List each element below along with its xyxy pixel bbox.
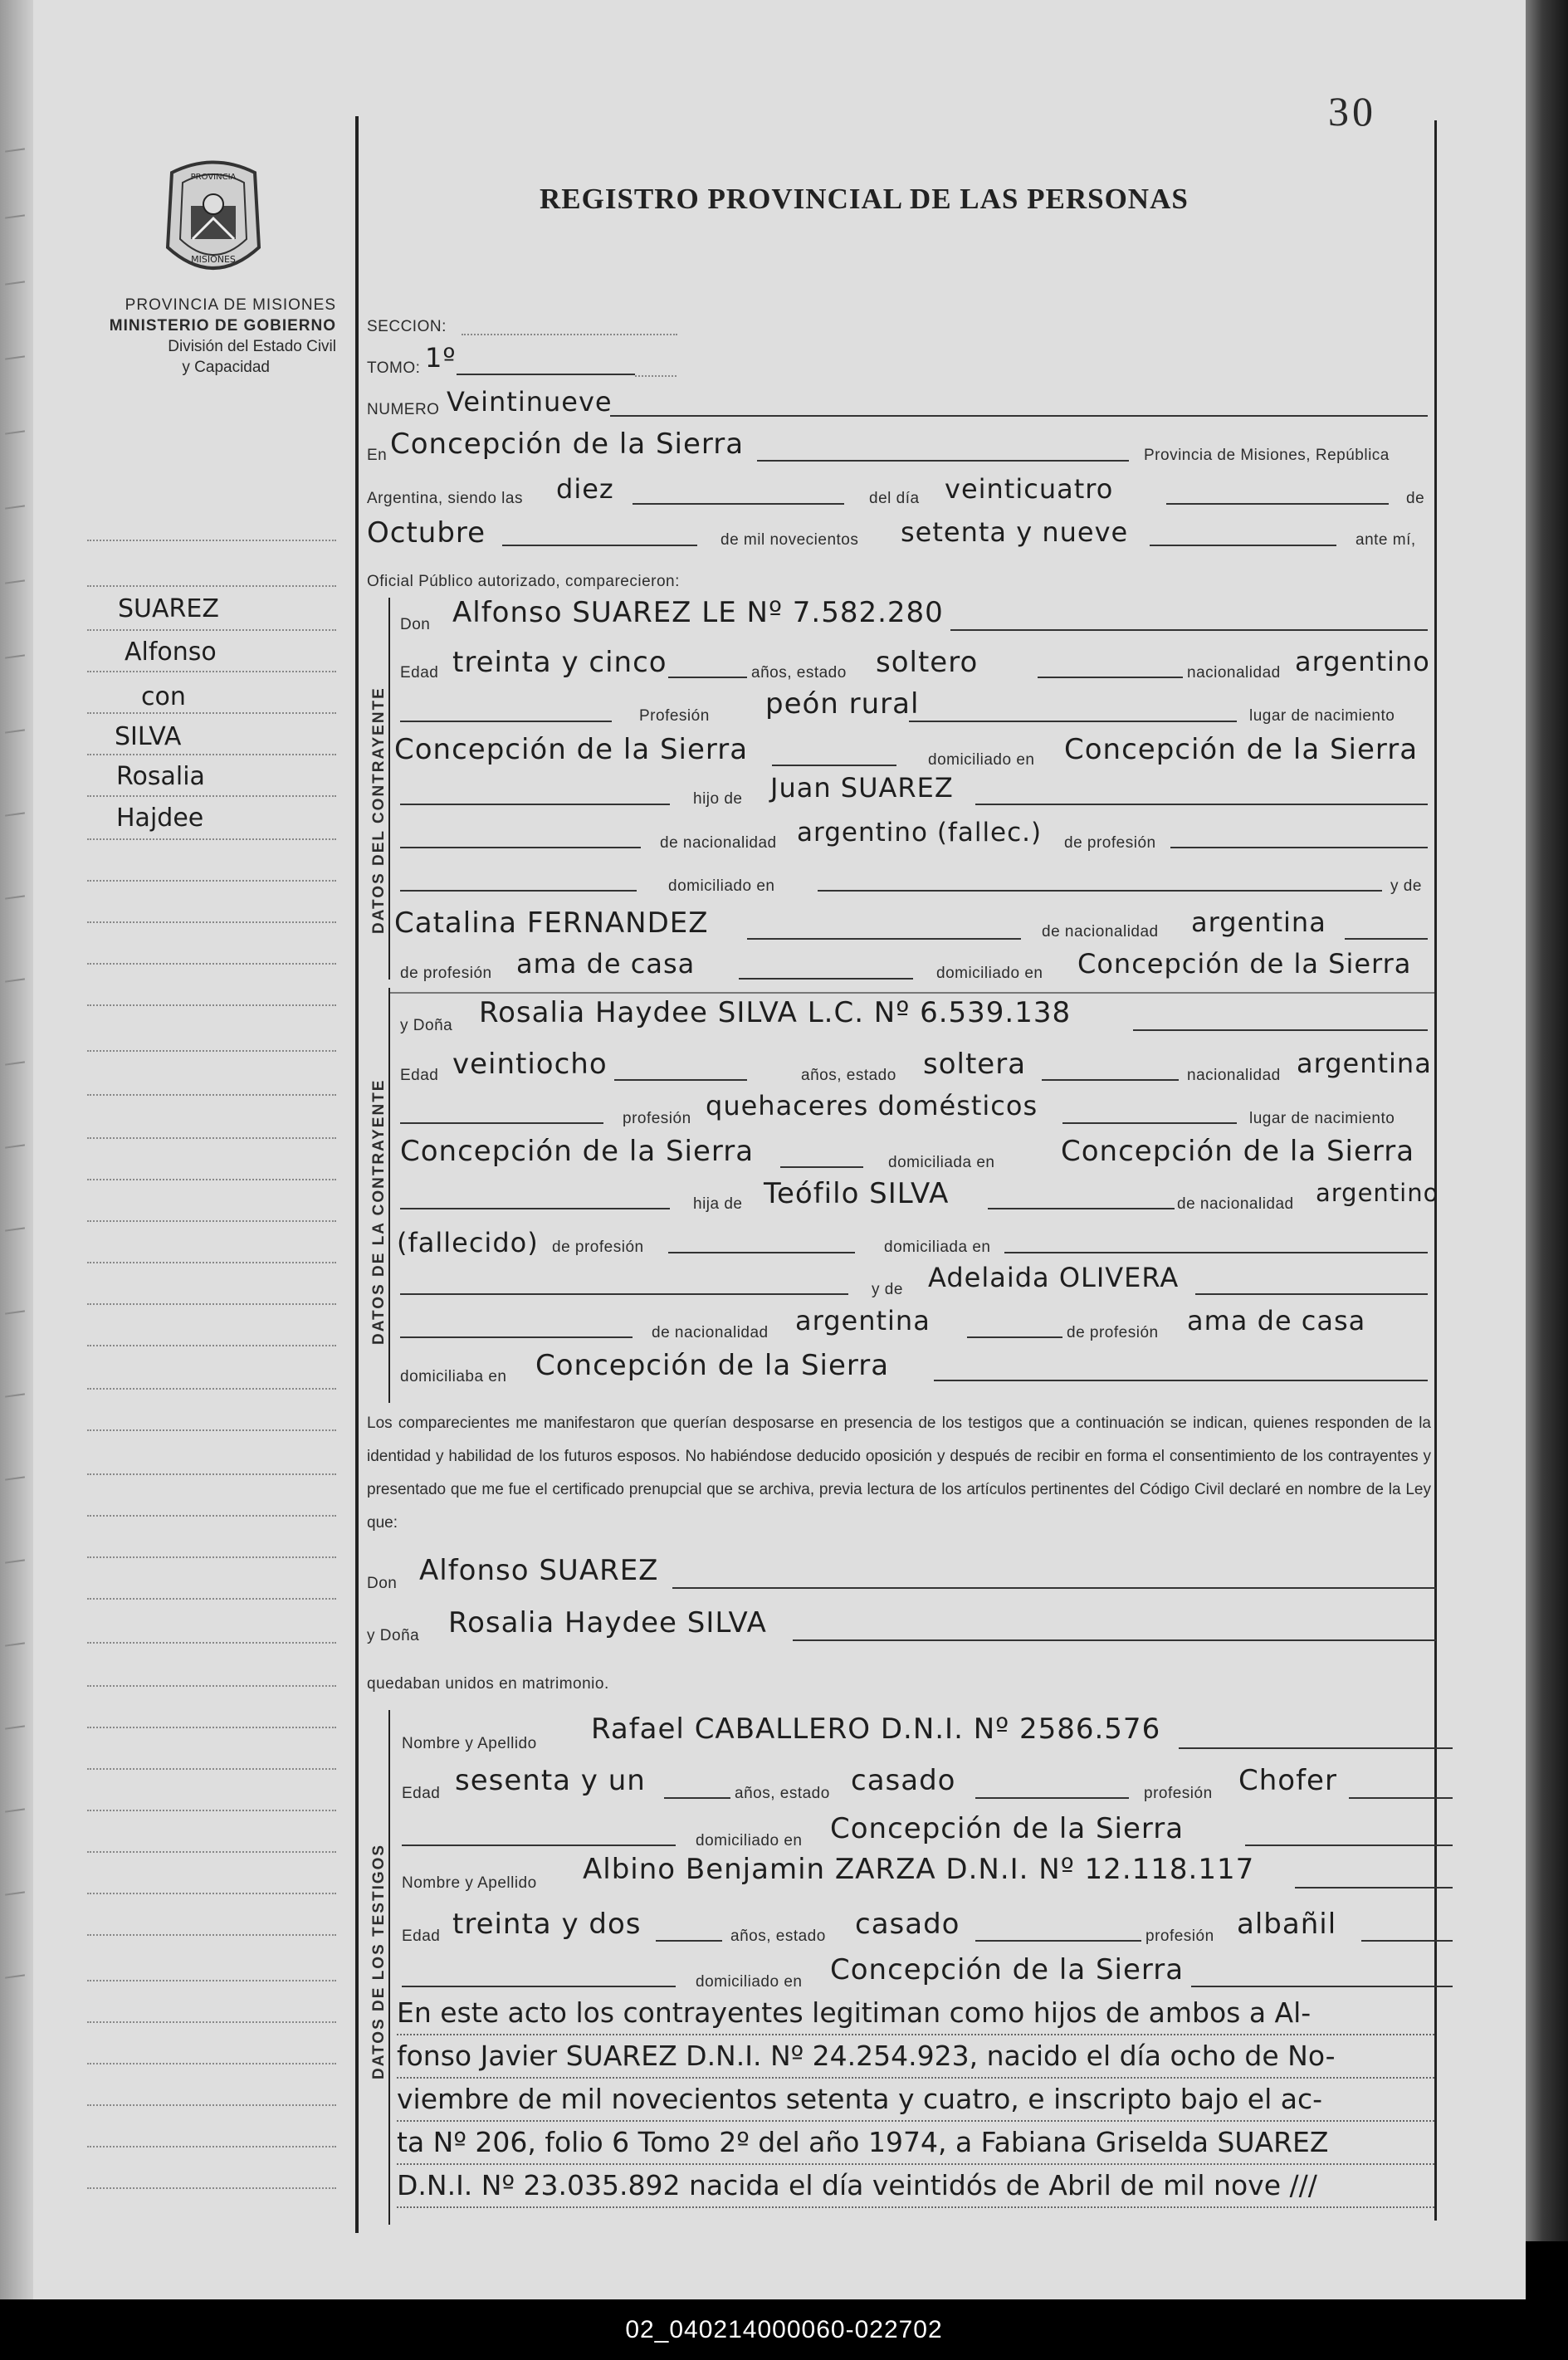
- note-line: viembre de mil novecientos setenta y cuatro, e inscripto bajo el ac-: [397, 2079, 1434, 2122]
- anios-estado-label: años, estado: [751, 664, 847, 682]
- domiciliada-label: domiciliada en: [888, 1154, 995, 1171]
- testigo-2-edad: treinta y dos: [452, 1908, 642, 1941]
- contrayente-madre-dom: Concepción de la Sierra: [1077, 948, 1412, 980]
- contrayenta-madre-dom: Concepción de la Sierra: [535, 1349, 890, 1382]
- contrayente-edad: treinta y cinco: [452, 646, 667, 679]
- page-number: 30: [1328, 88, 1376, 134]
- testigo-1-estado: casado: [851, 1764, 956, 1797]
- provincial-seal-icon: [159, 156, 267, 281]
- issuer-capacity: y Capacidad: [182, 359, 270, 376]
- note-line: D.N.I. Nº 23.035.892 nacida el día veintidós de Abril de mil nove ///: [397, 2165, 1434, 2208]
- contrayente-madre: Catalina FERNANDEZ: [394, 906, 709, 940]
- del-dia-label: del día: [869, 490, 920, 507]
- contrayente-madre-nac: argentina: [1191, 906, 1326, 938]
- madre-profesion-label-2: de profesión: [1067, 1324, 1159, 1341]
- section-label-testigos: DATOS DE LOS TESTIGOS: [370, 1843, 388, 2079]
- margin-note-line: SILVA: [115, 722, 182, 751]
- contrayenta-padre-nac: argentino: [1316, 1179, 1439, 1207]
- declaration-text: Los comparecientes me manifestaron que querían desposarse en presencia de los testigos que a continuación se indican, quienes responden de la identidad y habilidad de los futuros esposos. No habiéndose deducido oposición y después de recibir en forma el consentimiento de los contrayentes y presentado que me fue el certificado prenupcial que se archiva, previa lectura de los artículos pertinentes del Código Civil declaré en nombre de la Ley que:: [367, 1415, 1431, 1532]
- issuer-ministry: MINISTERIO DE GOBIERNO: [109, 317, 336, 335]
- union-dona-label: y Doña: [367, 1627, 420, 1644]
- de-profesion-label: de profesión: [1064, 834, 1156, 852]
- testigo-1-nombre: Rafael CABALLERO D.N.I. Nº 2586.576: [591, 1713, 1161, 1746]
- dona-label: y Doña: [400, 1017, 453, 1034]
- note-line: En este acto los contrayentes legitiman como hijos de ambos a Al-: [397, 1992, 1434, 2035]
- union-don-label: Don: [367, 1575, 398, 1592]
- testigo-1-domiciliado-label: domiciliado en: [696, 1832, 803, 1849]
- issuer-block: [83, 295, 336, 378]
- edad-label: Edad: [400, 664, 439, 682]
- margin-note-line: SUAREZ: [118, 594, 219, 623]
- contrayenta-domicilio: Concepción de la Sierra: [1061, 1135, 1415, 1168]
- margin-note-line: Alfonso: [125, 638, 217, 667]
- madre-nacionalidad-label: de nacionalidad: [1042, 923, 1159, 941]
- note-line: fonso Javier SUAREZ D.N.I. Nº 24.254.923, nacido el día ocho de No-: [397, 2035, 1434, 2079]
- madre-domiciliado-label: domiciliado en: [936, 965, 1043, 982]
- tomo-value: 1º: [425, 342, 457, 374]
- testigo-1-profesion: Chofer: [1238, 1764, 1337, 1797]
- testigo-1-anios-estado: años, estado: [735, 1785, 830, 1802]
- contrayenta-lugar: Concepción de la Sierra: [400, 1135, 755, 1168]
- lugar-label: lugar de nacimiento: [1249, 707, 1395, 725]
- contrayenta-madre-nac: argentina: [795, 1305, 931, 1336]
- testigo-2-domiciliado-label: domiciliado en: [696, 1973, 803, 1991]
- section-label-contrayente: DATOS DEL CONTRAYENTE: [370, 687, 388, 934]
- note-line: ta Nº 206, folio 6 Tomo 2º del año 1974, a Fabiana Griselda SUAREZ: [397, 2122, 1434, 2165]
- testigo-2-anios-estado: años, estado: [730, 1928, 826, 1945]
- madre-nacionalidad-label-2: de nacionalidad: [652, 1324, 769, 1341]
- issuer-province: PROVINCIA DE MISIONES: [125, 296, 336, 314]
- en-value: Concepción de la Sierra: [390, 428, 745, 461]
- lugar-label-2: lugar de nacimiento: [1249, 1110, 1395, 1127]
- don-label: Don: [400, 616, 431, 633]
- testigo-2-profesion-label: profesión: [1145, 1928, 1214, 1945]
- hora-value: diez: [556, 473, 614, 505]
- profesion-label-2: profesión: [623, 1110, 691, 1127]
- y-de-label-2: y de: [872, 1281, 903, 1298]
- contrayenta-madre: Adelaida OLIVERA: [928, 1262, 1180, 1293]
- padre-domiciliado-label: domiciliado en: [668, 877, 775, 895]
- margin-note-line: con: [141, 682, 186, 711]
- contrayenta-edad: veintiocho: [452, 1048, 608, 1081]
- argentina-text: Argentina, siendo las: [367, 490, 523, 507]
- testigo-2-nombre-label: Nombre y Apellido: [402, 1874, 537, 1892]
- testigo-1-profesion-label: profesión: [1144, 1785, 1213, 1802]
- contrayenta-nacionalidad: argentina: [1297, 1048, 1432, 1079]
- margin-note-line: Hajdee: [116, 804, 204, 833]
- contrayente-nombre: Alfonso SUAREZ LE Nº 7.582.280: [452, 596, 944, 629]
- testigo-2-profesion: albañil: [1237, 1908, 1337, 1941]
- book-edge: [1526, 0, 1568, 2241]
- contrayente-estado: soltero: [876, 646, 979, 679]
- binding-gutter: [0, 0, 33, 2299]
- hijo-label: hijo de: [693, 790, 743, 808]
- page-title: REGISTRO PROVINCIAL DE LAS PERSONAS: [540, 183, 1189, 215]
- seal-bottom-text: MISIONES: [191, 254, 236, 265]
- profesion-label: Profesión: [639, 707, 710, 725]
- contrayente-padre: Juan SUAREZ: [770, 772, 954, 804]
- contrayente-lugar: Concepción de la Sierra: [394, 733, 749, 766]
- nacionalidad-label: nacionalidad: [1187, 664, 1281, 682]
- section-label-contrayente-2: DATOS DE LA CONTRAYENTE: [370, 1078, 388, 1345]
- testigo-1-nombre-label: Nombre y Apellido: [402, 1735, 537, 1752]
- testigo-1-edad: sesenta y un: [455, 1764, 646, 1797]
- madre-profesion-label: de profesión: [400, 965, 492, 982]
- margin-note-line: Rosalia: [116, 762, 205, 791]
- mes-value: Octubre: [367, 516, 486, 550]
- seccion-label: SECCION:: [367, 318, 447, 335]
- tomo-label: TOMO:: [367, 359, 421, 377]
- quedaban-text: quedaban unidos en matrimonio.: [367, 1675, 609, 1693]
- de-profesion-label-2: de profesión: [552, 1239, 644, 1256]
- testigo-2-estado: casado: [855, 1908, 960, 1941]
- madre-domiciliaba-label: domiciliaba en: [400, 1368, 507, 1385]
- seal-top-text: PROVINCIA: [190, 173, 237, 182]
- testigo-2-domicilio: Concepción de la Sierra: [830, 1953, 1185, 1986]
- mil-label: de mil novecientos: [720, 531, 859, 549]
- contrayenta-madre-prof: ama de casa: [1187, 1305, 1366, 1336]
- legitimation-note: [397, 1992, 1434, 2208]
- padre-domiciliada-label: domiciliada en: [884, 1239, 991, 1256]
- de-nacionalidad-label: de nacionalidad: [660, 834, 777, 852]
- en-label: En: [367, 447, 388, 464]
- ante-mi: ante mí,: [1356, 531, 1416, 549]
- issuer-division: División del Estado Civil: [168, 338, 336, 355]
- anios-estado-label-2: años, estado: [801, 1067, 896, 1084]
- numero-label: NUMERO: [367, 401, 440, 418]
- provincia-text: Provincia de Misiones, República: [1144, 447, 1390, 464]
- domiciliado-label: domiciliado en: [928, 751, 1035, 769]
- testigo-1-edad-label: Edad: [402, 1785, 441, 1802]
- testigo-2-nombre: Albino Benjamin ZARZA D.N.I. Nº 12.118.117: [583, 1853, 1255, 1886]
- oficial-text: Oficial Público autorizado, comparecieron:: [367, 573, 680, 590]
- contrayente-padre-nac: argentino (fallec.): [797, 818, 1043, 848]
- scan-id: 02_040214000060-022702: [625, 2316, 943, 2343]
- anio-value: setenta y nueve: [901, 516, 1129, 548]
- contrayenta-nombre: Rosalia Haydee SILVA L.C. Nº 6.539.138: [479, 996, 1072, 1029]
- testigo-1-domicilio: Concepción de la Sierra: [830, 1812, 1185, 1845]
- nacionalidad-label-2: nacionalidad: [1187, 1067, 1281, 1084]
- testigo-2-edad-label: Edad: [402, 1928, 441, 1945]
- union-dona: Rosalia Haydee SILVA: [448, 1606, 767, 1639]
- union-don: Alfonso SUAREZ: [419, 1554, 659, 1587]
- edad-label-2: Edad: [400, 1067, 439, 1084]
- hija-label: hija de: [693, 1195, 743, 1213]
- y-de-label: y de: [1390, 877, 1422, 895]
- dia-value: veinticuatro: [945, 473, 1114, 505]
- contrayenta-profesion: quehaceres domésticos: [706, 1090, 1038, 1121]
- de-nacionalidad-label-2: de nacionalidad: [1177, 1195, 1294, 1213]
- contrayenta-estado: soltera: [923, 1048, 1027, 1081]
- numero-value: Veintinueve: [447, 386, 613, 418]
- contrayente-madre-prof: ama de casa: [516, 948, 696, 980]
- contrayenta-padre: Teófilo SILVA: [764, 1177, 950, 1210]
- contrayente-profesion: peón rural: [765, 687, 920, 721]
- contrayenta-padre-nac-cont: (fallecido): [397, 1227, 539, 1258]
- contrayente-domicilio: Concepción de la Sierra: [1064, 733, 1419, 766]
- contrayente-nacionalidad: argentino: [1295, 646, 1430, 677]
- de-label: de: [1406, 490, 1425, 507]
